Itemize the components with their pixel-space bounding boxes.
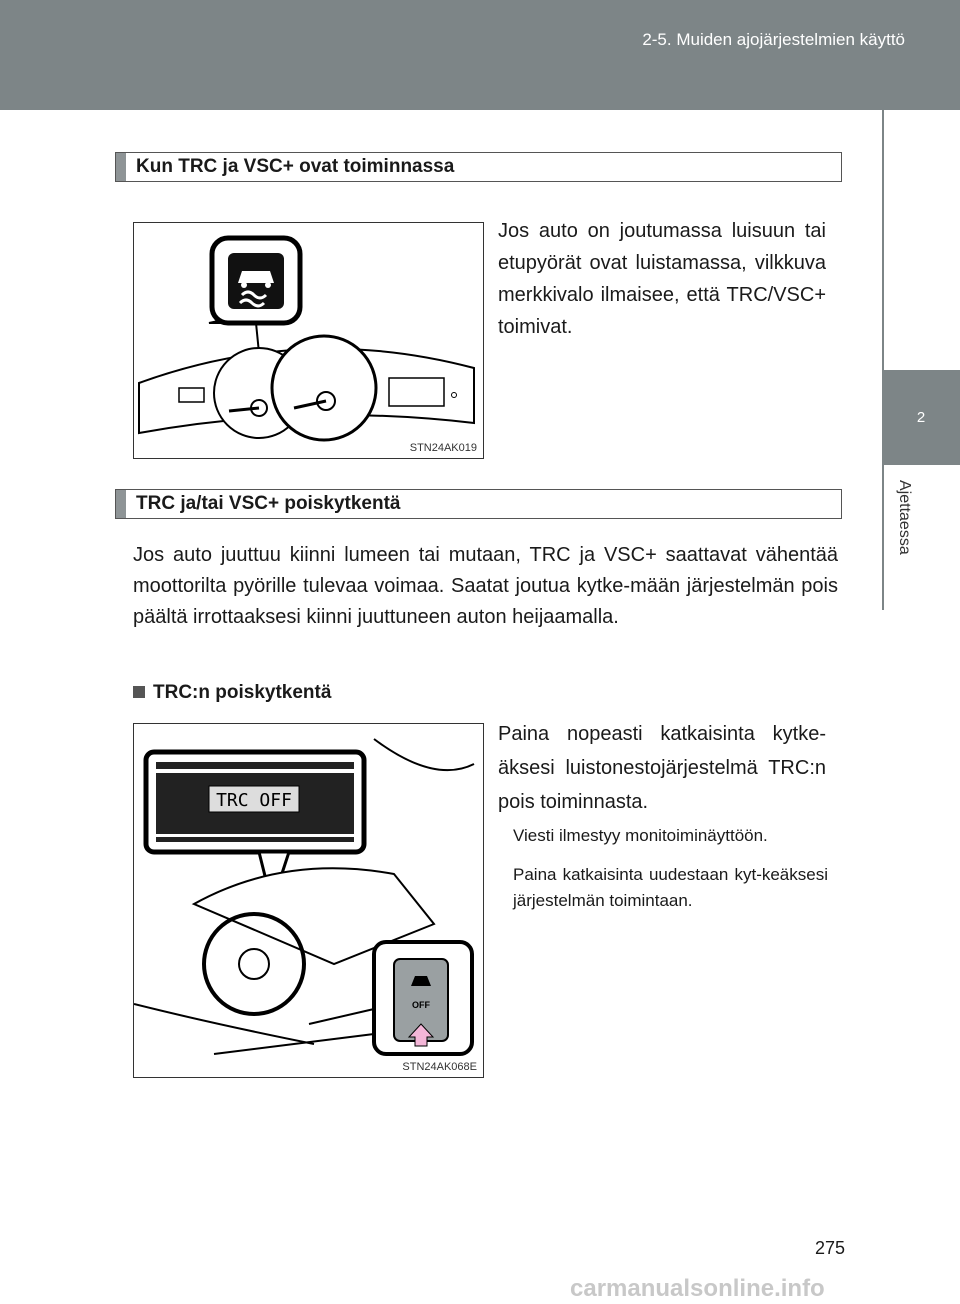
section-heading-disable — [115, 489, 842, 519]
chapter-tab[interactable] — [882, 370, 960, 465]
note-message: Viesti ilmestyy monitoiminäyttöön. — [513, 826, 768, 845]
heading-marker — [116, 490, 126, 518]
header-band — [0, 0, 960, 110]
section2-text: Jos auto juuttuu kiinni lumeen tai mutaan, TRC ja VSC+ saattavat vähentää moottorilta pyörille tulevaa voimaa. Saatat joutua kytke-mään järjestelmän pois päältä irrottaaksesi kiinni juuttuneen auton heijaamalla. — [133, 544, 838, 628]
section1-text: Jos auto on joutumassa luisuun tai etupyörät ovat luistamassa, vilkkuva merkkivalo ilmaisee, että TRC/VSC+ toimivat. — [498, 220, 826, 338]
chapter-number: 2 — [916, 409, 926, 426]
bullet-square-icon — [133, 686, 145, 698]
instrument-cluster-illustration — [134, 223, 482, 457]
instruction-text: Paina nopeasti katkaisinta kytke-äksesi luistonestojärjestelmä TRC:n pois toiminnasta. — [498, 723, 826, 813]
page-number: 275 — [815, 1238, 846, 1258]
side-rail — [882, 110, 960, 610]
subheading-trc-off: TRC:n poiskytkentä — [133, 682, 331, 704]
section-heading-active — [115, 152, 842, 182]
section-title: Kun TRC ja VSC+ ovat toiminnassa — [136, 156, 455, 177]
section-title: TRC ja/tai VSC+ poiskytkentä — [136, 493, 401, 514]
figure-code: STN24AK019 — [409, 442, 477, 454]
figure-code: STN24AK068E — [402, 1061, 477, 1073]
dashboard-illustration — [134, 724, 482, 1076]
switch-off-label: OFF — [412, 1000, 430, 1010]
watermark: carmanualsonline.info — [570, 1275, 825, 1302]
figure-dashboard-switch — [133, 723, 484, 1078]
display-message: TRC OFF — [216, 790, 292, 811]
chapter-label: Ajettaessa — [896, 480, 913, 555]
chapter-title: 2-5. Muiden ajojärjestelmien käyttö — [642, 30, 905, 49]
figure-instrument-cluster — [133, 222, 484, 459]
heading-marker — [116, 153, 126, 181]
note-reenable: Paina katkaisinta uudestaan kyt-keäksesi järjestelmän toimintaan. — [513, 865, 828, 910]
